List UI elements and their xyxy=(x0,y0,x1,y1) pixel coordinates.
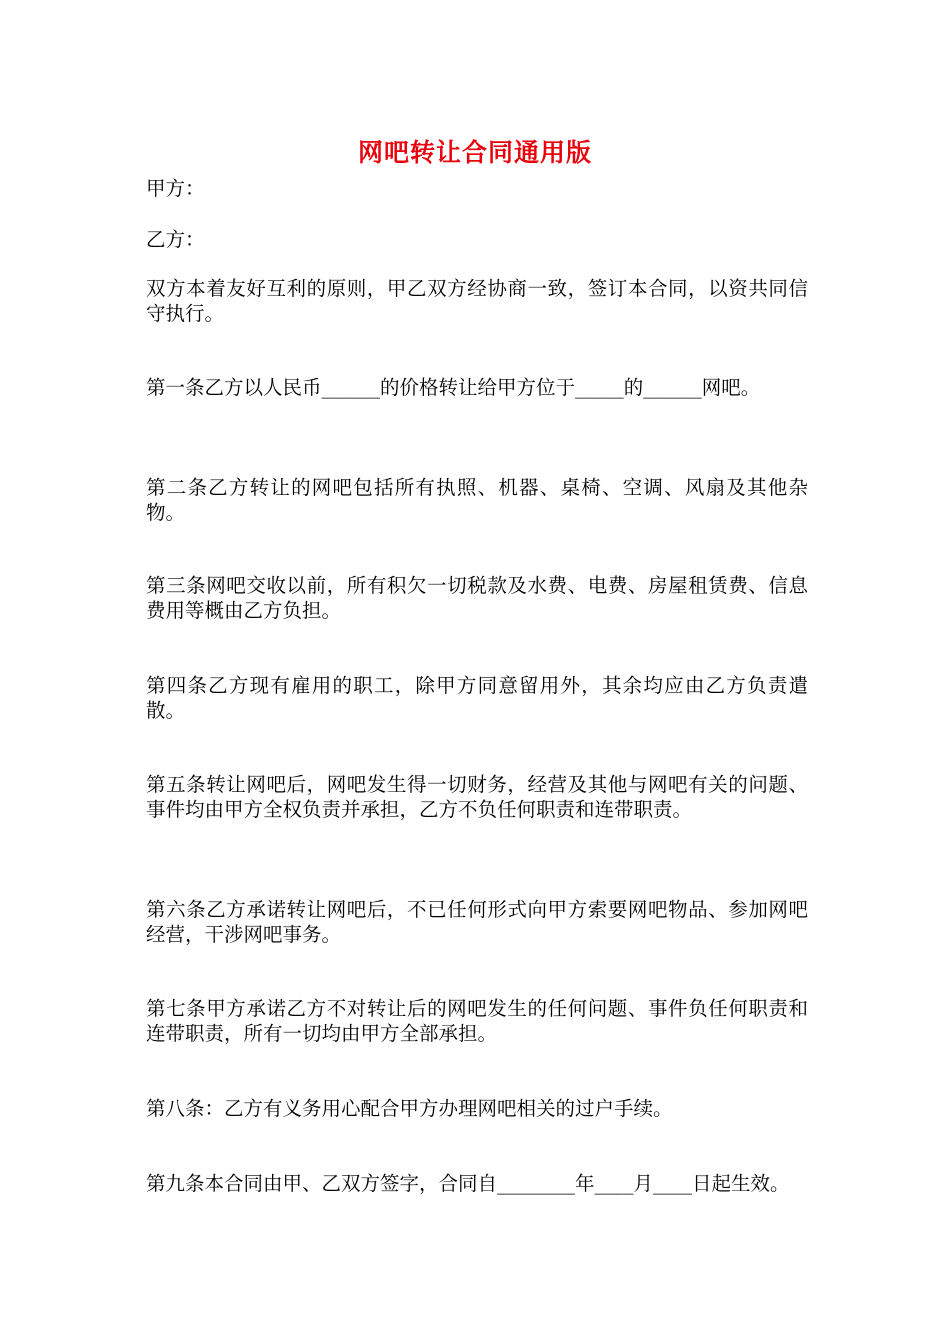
article-4: 第四条乙方现有雇用的职工，除甲方同意留用外，其余均应由乙方负责遣散。 xyxy=(146,674,808,722)
document-title: 网吧转让合同通用版 xyxy=(357,138,592,167)
article-8: 第八条：乙方有义务用心配合甲方办理网吧相关的过户手续。 xyxy=(146,1097,673,1120)
party-b-label: 乙方： xyxy=(146,228,205,251)
article-7: 第七条甲方承诺乙方不对转让后的网吧发生的任何问题、事件负任何职责和连带职责，所有一切均由甲方全部承担。 xyxy=(146,997,808,1045)
article-3: 第三条网吧交收以前，所有积欠一切税款及水费、电费、房屋租赁费、信息费用等概由乙方负担。 xyxy=(146,574,808,622)
article-6: 第六条乙方承诺转让网吧后，不已任何形式向甲方索要网吧物品、参加网吧经营，干涉网吧事务。 xyxy=(146,898,808,946)
party-a-label: 甲方： xyxy=(146,177,205,200)
article-1: 第一条乙方以人民币______的价格转让给甲方位于_____的______网吧。 xyxy=(146,376,761,399)
article-2: 第二条乙方转让的网吧包括所有执照、机器、桌椅、空调、风扇及其他杂物。 xyxy=(146,476,808,524)
preamble-paragraph: 双方本着友好互利的原则，甲乙双方经协商一致，签订本合同，以资共同信守执行。 xyxy=(146,277,808,325)
article-5: 第五条转让网吧后，网吧发生得一切财务，经营及其他与网吧有关的问题、事件均由甲方全权负责并承担，乙方不负任何职责和连带职责。 xyxy=(146,773,808,821)
article-9: 第九条本合同由甲、乙双方签字，合同自________年____月____日起生效。 xyxy=(146,1172,790,1195)
